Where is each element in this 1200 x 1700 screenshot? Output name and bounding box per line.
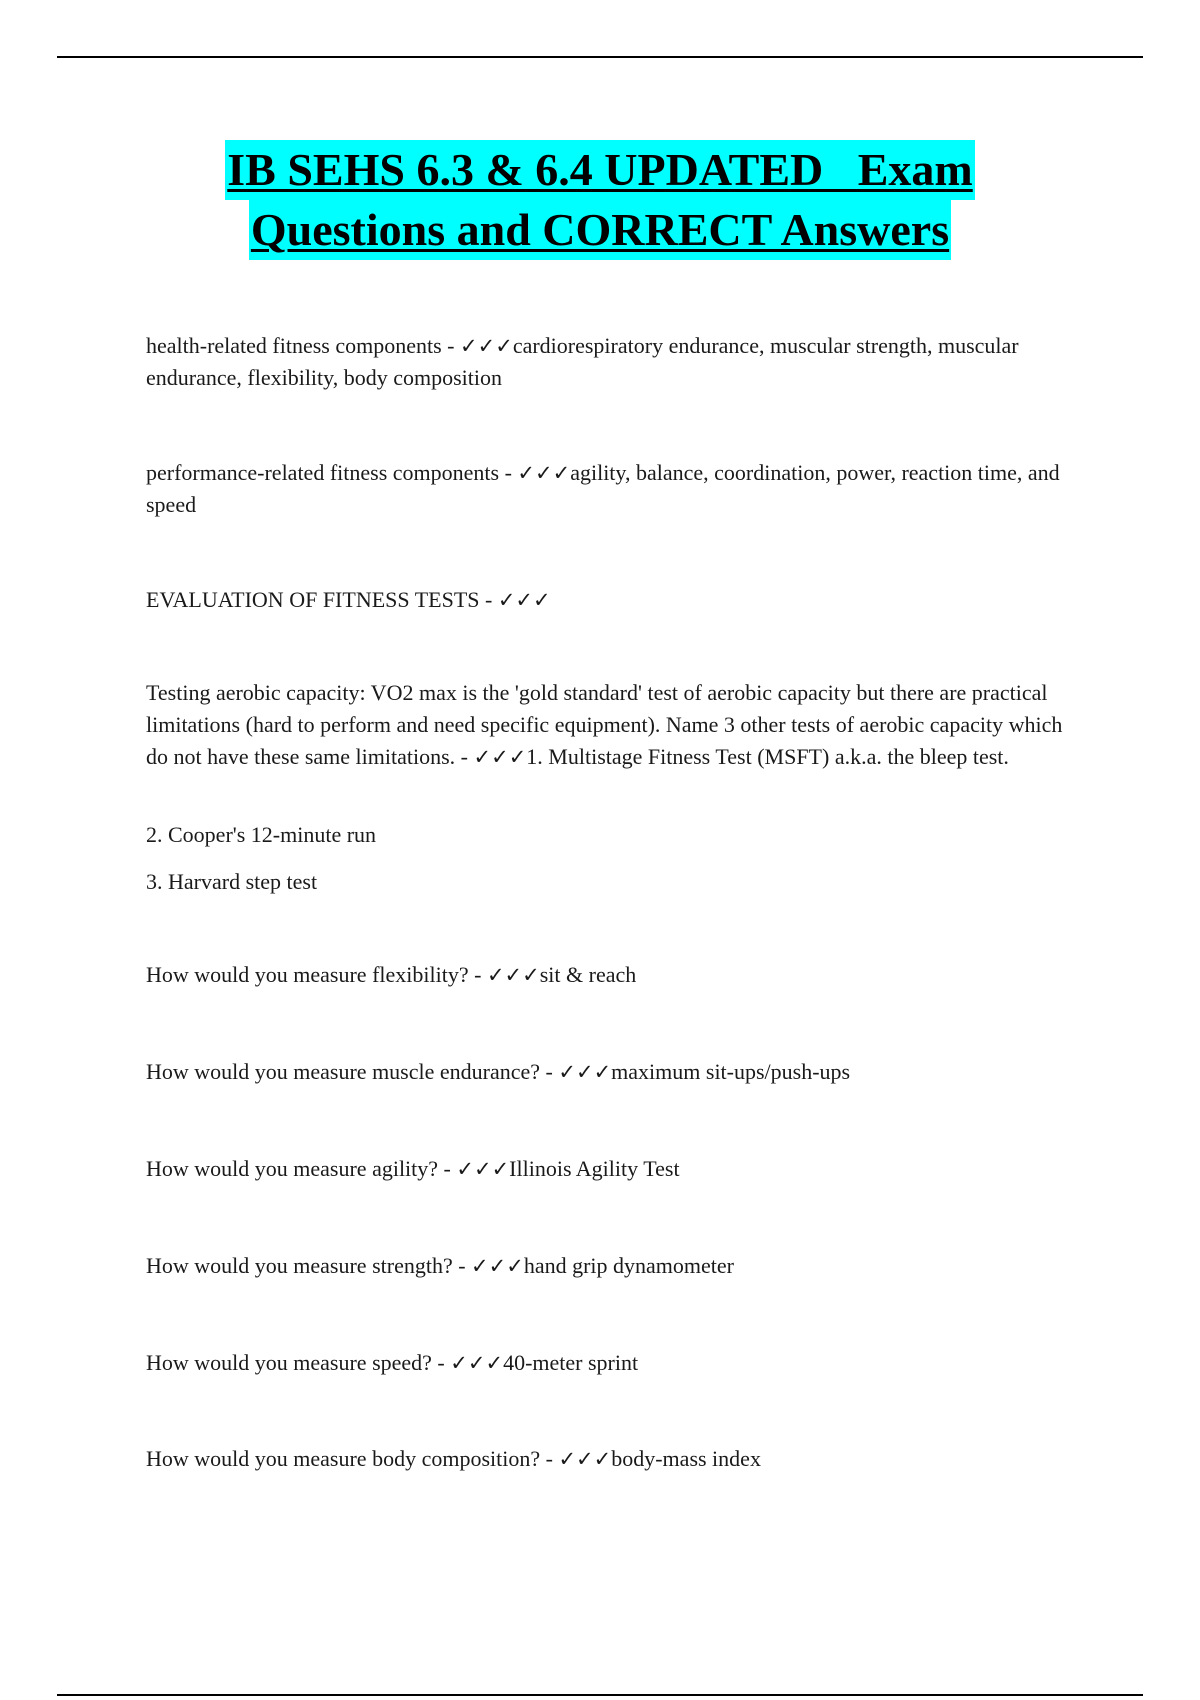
answer-text: sit & reach <box>539 962 637 987</box>
qa-item-flexibility <box>146 959 1066 991</box>
qa-item-speed <box>146 1347 1066 1379</box>
checkmark-icon: ✓✓✓ <box>460 334 513 358</box>
question-text: health-related fitness components - <box>146 333 461 358</box>
title-line-2: Questions and CORRECT Answers <box>249 200 951 260</box>
checkmark-icon: ✓✓✓ <box>558 1447 612 1471</box>
qa-item-performance-components <box>146 457 1066 520</box>
answer-text: body-mass index <box>611 1446 761 1471</box>
checkmark-icon: ✓✓✓ <box>450 1351 504 1375</box>
answer-text: 1. Multistage Fitness Test (MSFT) a.k.a. the bleep test. <box>526 744 1009 769</box>
qa-item-evaluation-heading <box>146 584 1066 616</box>
question-text: performance-related fitness components - <box>146 460 518 485</box>
question-text: How would you measure muscle endurance? - <box>146 1059 559 1084</box>
question-text: How would you measure flexibility? - <box>146 962 487 987</box>
question-text: EVALUATION OF FITNESS TESTS - <box>146 587 498 612</box>
question-text: Testing aerobic capacity: VO2 max is the 'gold standard' test of aerobic capacity but there are practical limitations (hard to perform and need specific equipment). Name 3 other tests of aerobic capacity which do not have these same limitations. - <box>146 680 1063 769</box>
checkmark-icon: ✓✓✓ <box>517 461 571 485</box>
answer-text: 40-meter sprint <box>503 1350 639 1375</box>
checkmark-icon: ✓✓✓ <box>486 963 540 987</box>
question-text: How would you measure speed? - <box>146 1350 451 1375</box>
document-title <box>0 140 1200 260</box>
top-rule <box>57 56 1143 58</box>
qa-aerobic-extra-line-3: 3. Harvard step test <box>146 869 318 894</box>
checkmark-icon: ✓✓✓ <box>473 745 527 769</box>
question-text: How would you measure strength? - <box>146 1253 472 1278</box>
answer-text: agility, balance, coordination, power, reaction time, and speed <box>146 460 1060 517</box>
checkmark-icon: ✓✓✓ <box>471 1254 524 1278</box>
answer-text: hand grip dynamometer <box>523 1253 735 1278</box>
checkmark-icon: ✓✓✓ <box>456 1157 510 1181</box>
qa-item-strength <box>146 1250 1066 1282</box>
question-text: How would you measure body composition? - <box>146 1446 559 1471</box>
qa-item-body-composition <box>146 1443 1066 1475</box>
qa-item-muscle-endurance <box>146 1056 1066 1088</box>
answer-text: Illinois Agility Test <box>509 1156 680 1181</box>
qa-item-aerobic-capacity <box>146 677 1066 773</box>
question-text: How would you measure agility? - <box>146 1156 457 1181</box>
qa-item-health-components <box>146 330 1066 393</box>
qa-item-agility <box>146 1153 1066 1185</box>
answer-text: cardiorespiratory endurance, muscular strength, muscular endurance, flexibility, body composition <box>146 333 1019 390</box>
checkmark-icon: ✓✓✓ <box>497 588 551 612</box>
checkmark-icon: ✓✓✓ <box>558 1060 612 1084</box>
answer-text: maximum sit-ups/push-ups <box>611 1059 851 1084</box>
title-line-1: IB SEHS 6.3 & 6.4 UPDATED Exam <box>225 140 974 200</box>
bottom-rule <box>57 1694 1143 1696</box>
qa-aerobic-extra-line-2: 2. Cooper's 12-minute run <box>146 822 377 847</box>
